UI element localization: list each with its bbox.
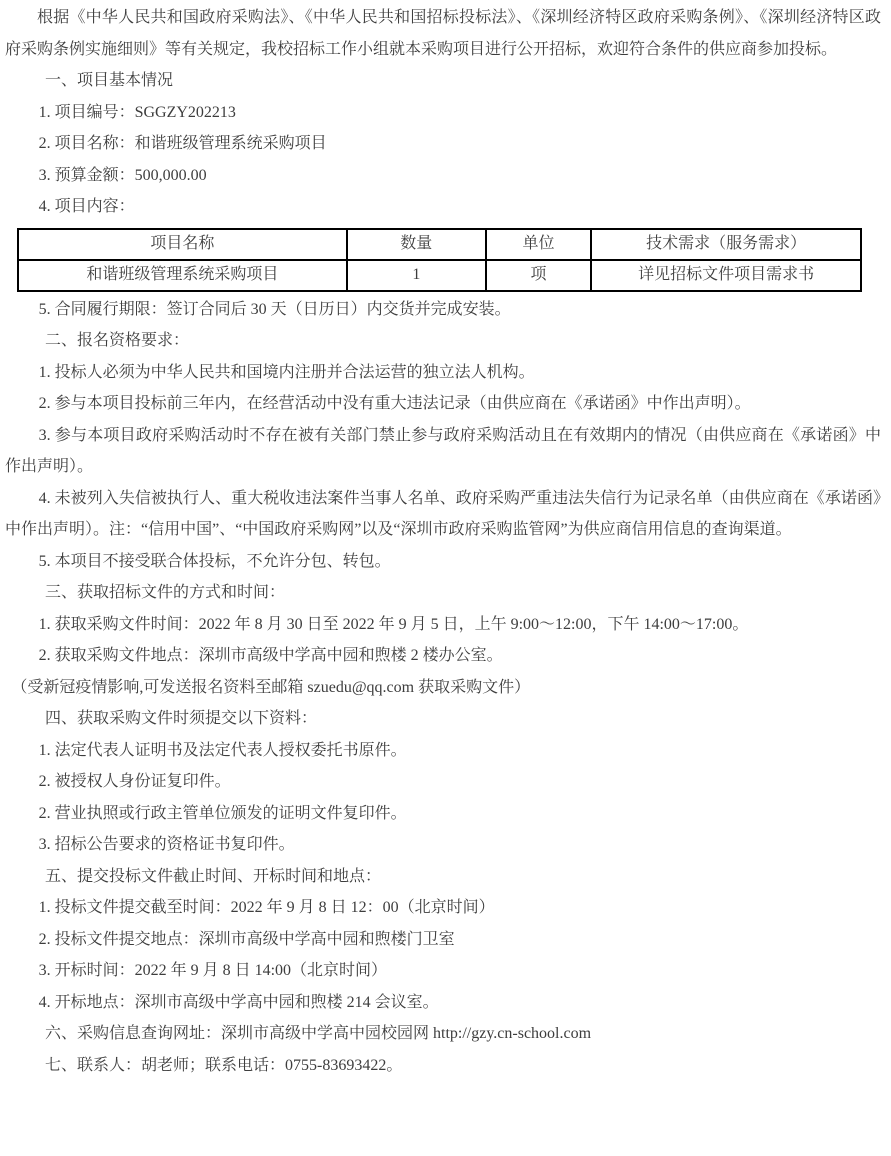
list-item-project-name: 2. 项目名称：和谐班级管理系统采购项目 (38, 135, 327, 152)
list-item-qualification-4: 4. 未被列入失信被执行人、重大税收违法案件当事人名单、政府采购严重违法失信行为记录名单（由供应商在《承诺函》中作出声明）。注：“信用中国”、“中国政府采购网”以及“深圳市政府采购监管网”为供应商信用信息的查询渠道。 (5, 489, 881, 538)
table-header-unit: 单位 (486, 229, 591, 260)
covid-note: （受新冠疫情影响,可发送报名资料至邮箱 szuedu@qq.com 获取采购文件） (11, 678, 531, 696)
list-item-qualification-2: 2. 参与本项目投标前三年内，在经营活动中没有重大违法记录（由供应商在《承诺函》中作出声明）。 (38, 395, 751, 412)
table-header-row (18, 229, 861, 260)
section-heading-1: 一、项目基本情况 (45, 72, 174, 89)
section-heading-7: 七、联系人：胡老师；联系电话：0755-83693422。 (45, 1056, 403, 1074)
list-item-qualification-3: 3. 参与本项目政府采购活动时不存在被有关部门禁止参与政府采购活动且在有效期内的情况（由供应商在《承诺函》中作出声明）。 (5, 426, 881, 475)
list-item-open-time: 3. 开标时间：2022 年 9 月 8 日 14:00（北京时间） (38, 962, 388, 979)
list-item-submit-place: 2. 投标文件提交地点：深圳市高级中学高中园和煦楼门卫室 (38, 930, 455, 948)
list-item-contract-period: 5. 合同履行期限：签订合同后 30 天（日历日）内交货并完成安装。 (38, 300, 511, 318)
section-heading-4: 四、获取采购文件时须提交以下资料： (45, 710, 318, 727)
list-item-qualification-1: 1. 投标人必须为中华人民共和国境内注册并合法运营的独立法人机构。 (38, 363, 535, 381)
list-item-submit-deadline: 1. 投标文件提交截至时间：2022 年 9 月 8 日 12：00（北京时间） (38, 899, 495, 916)
section-heading-5: 五、提交投标文件截止时间、开标时间和地点： (45, 867, 382, 885)
table-row (18, 260, 861, 291)
list-item-material-3: 2. 营业执照或行政主管单位颁发的证明文件复印件。 (38, 804, 407, 822)
table-cell-quantity: 1 (347, 260, 486, 291)
list-item-project-number: 1. 项目编号：SGGZY202213 (38, 103, 236, 121)
procurement-table (17, 228, 862, 292)
list-item-doc-time: 1. 获取采购文件时间：2022 年 8 月 30 日至 2022 年 9 月 5 日，上午 9:00～12:00，下午 14:00～17:00。 (38, 615, 749, 633)
list-item-budget: 3. 预算金额：500,000.00 (38, 166, 207, 184)
intro-paragraph: 根据《中华人民共和国政府采购法》、《中华人民共和国招标投标法》、《深圳经济特区政府采购条例》、《深圳经济特区政府采购条例实施细则》等有关规定，我校招标工作小组就本采购项目进行公开招标，欢迎符合条件的供应商参加投标。 (5, 9, 881, 58)
list-item-doc-place: 2. 获取采购文件地点：深圳市高级中学高中园和煦楼 2 楼办公室。 (38, 647, 503, 664)
table-header-quantity: 数量 (347, 229, 486, 260)
list-item-project-content: 4. 项目内容： (38, 198, 135, 215)
list-item-material-1: 1. 法定代表人证明书及法定代表人授权委托书原件。 (38, 741, 407, 759)
list-item-qualification-5: 5. 本项目不接受联合体投标，不允许分包、转包。 (38, 552, 391, 570)
table-cell-project-name: 和谐班级管理系统采购项目 (18, 260, 347, 291)
table-cell-requirement: 详见招标文件项目需求书 (591, 260, 861, 291)
table-header-project-name: 项目名称 (18, 229, 347, 260)
section-heading-6: 六、采购信息查询网址：深圳市高级中学高中园校园网 http://gzy.cn-school.com (45, 1025, 592, 1042)
section-heading-2: 二、报名资格要求： (45, 332, 190, 349)
section-heading-3: 三、获取招标文件的方式和时间： (45, 584, 286, 601)
list-item-open-place: 4. 开标地点：深圳市高级中学高中园和煦楼 214 会议室。 (38, 993, 439, 1011)
list-item-material-2: 2. 被授权人身份证复印件。 (38, 773, 231, 790)
table-header-requirement: 技术需求（服务需求） (591, 229, 861, 260)
table-cell-unit: 项 (486, 260, 591, 291)
list-item-material-4: 3. 招标公告要求的资格证书复印件。 (38, 836, 295, 853)
